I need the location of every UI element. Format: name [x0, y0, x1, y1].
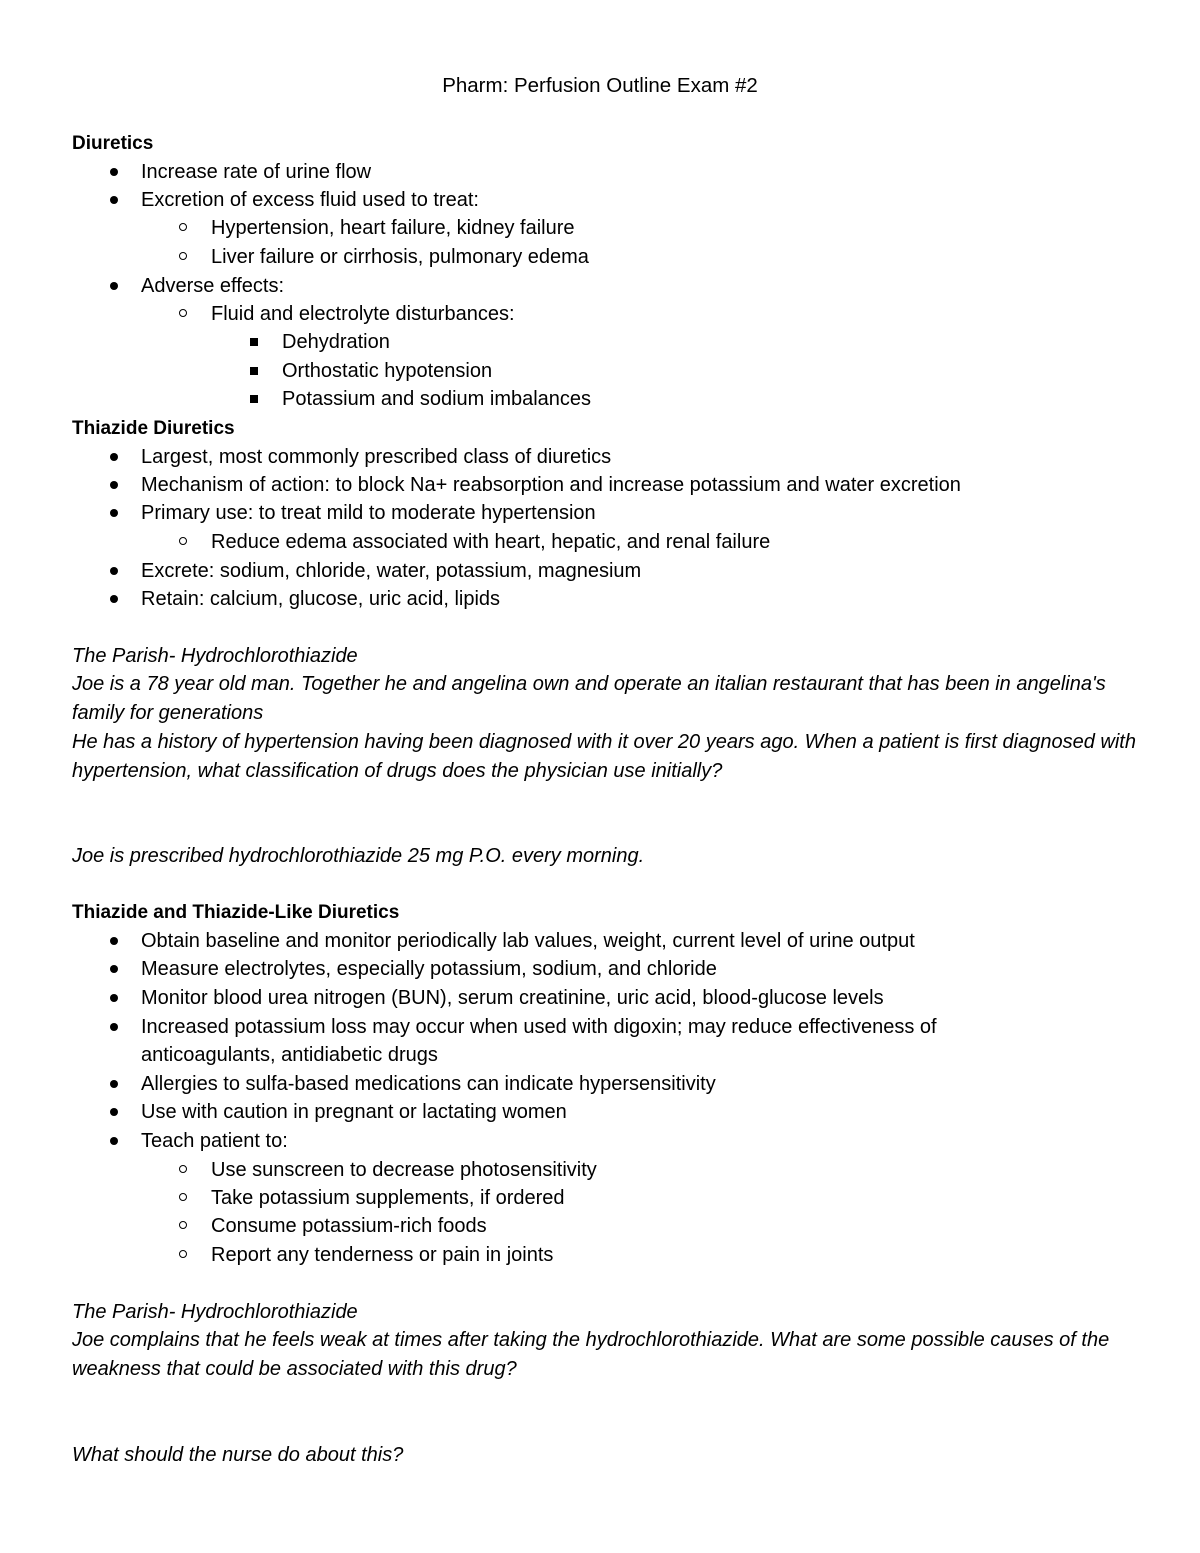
list-item-text: Primary use: to treat mild to moderate hypertension — [141, 502, 596, 524]
list-item-text: Consume potassium-rich foods — [211, 1215, 487, 1237]
list-item — [211, 1184, 565, 1212]
list-item-text: Orthostatic hypotension — [282, 360, 493, 382]
list-item-text: Measure electrolytes, especially potassium, sodium, and chloride — [141, 958, 717, 980]
list-item — [282, 385, 591, 413]
list-item — [211, 1212, 487, 1240]
list-item-text: Allergies to sulfa-based medications can indicate hypersensitivity — [141, 1073, 716, 1095]
square-bullet-icon — [250, 367, 258, 375]
filled-circle-bullet-icon — [110, 937, 118, 945]
hollow-circle-bullet-icon — [179, 537, 187, 545]
list-item-text: Excrete: sodium, chloride, water, potassium, magnesium — [141, 560, 642, 582]
hollow-circle-bullet-icon — [179, 252, 187, 260]
heading-thiazide-like-diuretics: Thiazide and Thiazide-Like Diuretics — [72, 902, 400, 923]
hollow-circle-bullet-icon — [179, 1250, 187, 1258]
list-item — [282, 357, 492, 385]
list-item-text: Use with caution in pregnant or lactating women — [141, 1101, 567, 1123]
list-item-text: Excretion of excess fluid used to treat: — [141, 189, 479, 211]
list-item-text: Dehydration — [282, 331, 390, 353]
list-item — [141, 158, 371, 186]
filled-circle-bullet-icon — [110, 965, 118, 973]
list-item — [141, 1070, 716, 1098]
list-item-text: Use sunscreen to decrease photosensitivity — [211, 1159, 597, 1181]
filled-circle-bullet-icon — [110, 481, 118, 489]
list-item-text: Take potassium supplements, if ordered — [211, 1187, 565, 1209]
list-item — [141, 1013, 1021, 1070]
list-item — [141, 1127, 288, 1155]
heading-diuretics: Diuretics — [72, 133, 154, 154]
hollow-circle-bullet-icon — [179, 1193, 187, 1201]
filled-circle-bullet-icon — [110, 595, 118, 603]
case-title: The Parish- Hydrochlorothiazide — [72, 645, 358, 667]
list-item — [141, 272, 284, 300]
list-item-text: Obtain baseline and monitor periodically lab values, weight, current level of urine output — [141, 930, 915, 952]
filled-circle-bullet-icon — [110, 567, 118, 575]
list-item — [141, 927, 915, 955]
list-item — [211, 300, 515, 328]
case-title: The Parish- Hydrochlorothiazide — [72, 1301, 358, 1323]
list-item-text: Teach patient to: — [141, 1130, 288, 1152]
list-item — [211, 1241, 553, 1269]
list-item — [141, 955, 717, 983]
list-item — [211, 214, 575, 242]
case-paragraph: What should the nurse do about this? — [72, 1444, 404, 1466]
hollow-circle-bullet-icon — [179, 1165, 187, 1173]
hollow-circle-bullet-icon — [179, 309, 187, 317]
list-item-text: Mechanism of action: to block Na+ reabsorption and increase potassium and water excretion — [141, 474, 961, 496]
filled-circle-bullet-icon — [110, 994, 118, 1002]
list-item-text: Monitor blood urea nitrogen (BUN), serum creatinine, uric acid, blood-glucose levels — [141, 987, 884, 1009]
list-item — [141, 585, 500, 613]
filled-circle-bullet-icon — [110, 196, 118, 204]
case-paragraph: Joe is a 78 year old man. Together he and angelina own and operate an italian restaurant that has been in angelina's family for generations — [72, 673, 1106, 724]
filled-circle-bullet-icon — [110, 1080, 118, 1088]
list-item-text: Fluid and electrolyte disturbances: — [211, 303, 515, 325]
filled-circle-bullet-icon — [110, 168, 118, 176]
filled-circle-bullet-icon — [110, 509, 118, 517]
hollow-circle-bullet-icon — [179, 223, 187, 231]
list-item — [211, 1156, 597, 1184]
list-item-text: Increase rate of urine flow — [141, 161, 372, 183]
list-item — [211, 243, 589, 271]
document-title: Pharm: Perfusion Outline Exam #2 — [442, 74, 758, 97]
filled-circle-bullet-icon — [110, 453, 118, 461]
filled-circle-bullet-icon — [110, 1137, 118, 1145]
list-item-text: Reduce edema associated with heart, hepatic, and renal failure — [211, 531, 771, 553]
heading-thiazide-diuretics: Thiazide Diuretics — [72, 418, 235, 439]
filled-circle-bullet-icon — [110, 1023, 118, 1031]
square-bullet-icon — [250, 338, 258, 346]
list-item — [141, 471, 961, 499]
filled-circle-bullet-icon — [110, 1108, 118, 1116]
list-item — [141, 499, 596, 527]
list-item-text: Potassium and sodium imbalances — [282, 388, 592, 410]
case-paragraph: He has a history of hypertension having been diagnosed with it over 20 years ago. When a patient is first diagnosed with hypertension, what classification of drugs does the physician use initially? — [72, 731, 1136, 782]
list-item-text: Liver failure or cirrhosis, pulmonary edema — [211, 246, 589, 268]
list-item — [141, 443, 611, 471]
list-item — [141, 1098, 567, 1126]
list-item — [211, 528, 770, 556]
hollow-circle-bullet-icon — [179, 1221, 187, 1229]
filled-circle-bullet-icon — [110, 282, 118, 290]
list-item-text: Adverse effects: — [141, 275, 285, 297]
list-item — [141, 186, 479, 214]
list-item — [141, 984, 884, 1012]
list-item-text: Retain: calcium, glucose, uric acid, lipids — [141, 588, 501, 610]
case-paragraph: Joe complains that he feels weak at times after taking the hydrochlorothiazide. What are some possible causes of the weakness that could be associated with this drug? — [72, 1329, 1110, 1380]
list-item-text: Increased potassium loss may occur when used with digoxin; may reduce effectiveness of anticoagulants, antidiabetic drugs — [141, 1016, 937, 1067]
case-paragraph: Joe is prescribed hydrochlorothiazide 25 mg P.O. every morning. — [72, 845, 645, 867]
list-item-text: Report any tenderness or pain in joints — [211, 1244, 554, 1266]
list-item — [282, 328, 390, 356]
square-bullet-icon — [250, 395, 258, 403]
list-item-text: Hypertension, heart failure, kidney failure — [211, 217, 575, 239]
list-item-text: Largest, most commonly prescribed class of diuretics — [141, 446, 612, 468]
list-item — [141, 557, 641, 585]
